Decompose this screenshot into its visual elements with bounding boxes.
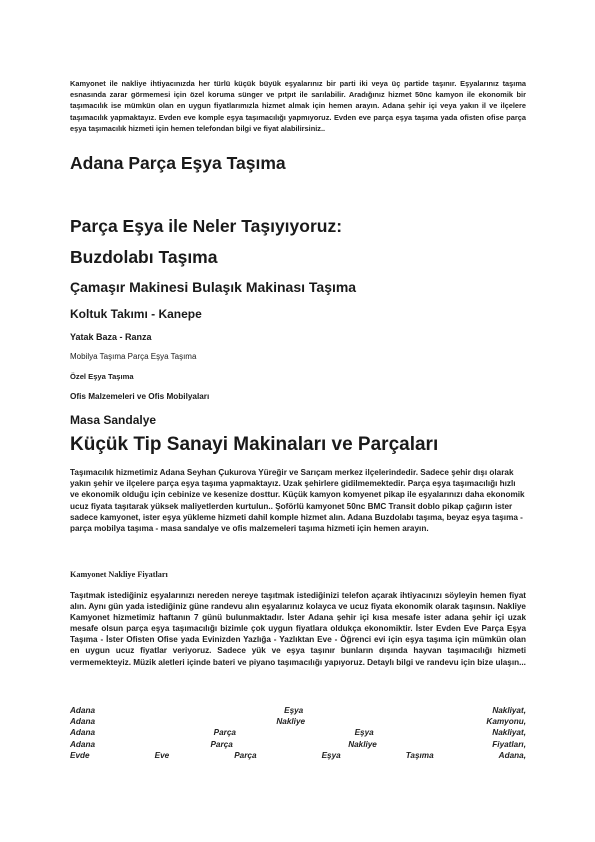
- keyword: Nakliye: [276, 717, 306, 727]
- keyword: Eve: [154, 750, 170, 760]
- intro-paragraph: Kamyonet ile nakliye ihtiyacınızda her türlü küçük büyük eşyalarınız bir parti iki veya üç partide taşınır. Eşyalarınız taşıma esnasında zarar görmemesi için özel koruma sünger ve pıtpıt ile sarılabilir. Aradığınız hizmet 50nc kamyon ile ekonomik bir taşımacılık ise mümkün olan en uygun fiyatlarımızla hizmet almak için hemen arayın. Adana şehir içi veya yakın il ve ilçelere taşımacılık yapmaktayız. Evden eve komple eşya taşımacılığı yapmıyoruz. Evden eve parça eşya taşıma yada ofisten ofise parça eşya taşımacılık hizmeti için hemen telefondan bilgi ve fiyat alabilirsiniz..: [70, 79, 526, 133]
- keyword: Eşya: [321, 750, 341, 760]
- keyword: Parça: [210, 739, 233, 749]
- keyword: Adana: [70, 717, 96, 727]
- keyword: Nakliye: [348, 739, 377, 749]
- machines-heading: Küçük Tip Sanayi Makinaları ve Parçaları: [70, 434, 439, 455]
- keyword: Parça: [213, 728, 236, 738]
- keyword: Nakliyat,: [492, 728, 526, 738]
- service-area-paragraph: Taşımacılık hizmetimiz Adana Seyhan Çukurova Yüreğir ve Sarıçam merkez ilçelerindedir. Sadece şehir dışı olarak yakın şehir ve ilçelere parça eşya taşıma yapmaktayız. Uzak şehirlere gidilmemektedir. Parça eşya taşımacılığı hızlı ve ekonomik olduğu için cebinize ve kesenize dosttur. Küçük kamyon komyenet pikap ile eşyalarınızı daha ekonomik ucuz fiyata taşıtarak yüksek maliyetlerden kurtulun.. Şoförlü kamyonet 50nc BMC Transit doblo pikap çağırın ister sadece kamyonet, ister eşya yükleme hizmeti dahil komple hizmet alın. Adana Buzdolabı taşıma, beyaz eşya taşıma - parça mobilya taşıma - masa sandalye ve ofis malzemeleri taşıma hizmeti için hemen arayın.: [70, 468, 525, 534]
- keyword-row: [70, 739, 526, 750]
- sofa-heading: Koltuk Takımı - Kanepe: [70, 307, 202, 321]
- keyword-row: [70, 750, 526, 761]
- fridge-heading: Buzdolabı Taşıma: [70, 247, 218, 267]
- furniture-heading: Mobilya Taşıma Parça Eşya Taşıma: [70, 352, 197, 361]
- keyword: Taşıma: [405, 750, 434, 760]
- keyword: Fiyatları,: [492, 739, 526, 749]
- office-heading: Ofis Malzemeleri ve Ofis Mobilyaları: [70, 392, 210, 401]
- main-heading: Adana Parça Eşya Taşıma: [70, 153, 286, 173]
- keyword-row: [70, 716, 526, 727]
- keyword: Parça: [234, 750, 257, 760]
- what-we-carry-heading: Parça Eşya ile Neler Taşıyıyoruz:: [70, 216, 343, 236]
- keyword: Eşya: [354, 728, 374, 738]
- keyword: Adana: [70, 739, 96, 749]
- keyword: Nakliyat,: [492, 706, 526, 715]
- prices-heading: Kamyonet Nakliye Fiyatları: [70, 570, 168, 579]
- keyword: Adana: [70, 728, 96, 738]
- keyword: Eşya: [284, 706, 304, 715]
- special-items-heading: Özel Eşya Taşıma: [70, 372, 134, 381]
- washer-heading: Çamaşır Makinesi Bulaşık Makinası Taşıma: [70, 279, 357, 295]
- keyword-row: [70, 727, 526, 738]
- pricing-paragraph: Taşıtmak istediğiniz eşyalarınızı nereden nereye taşıtmak istediğinizi telefon açarak ihtiyacınızı söyleyin hemen fiyat alın. Aynı gün yada istediğiniz güne randevu alın eşyalarınız kolayca ve ucuz fiyata ekonomik olarak taşınsın. Nakliye Kamyonet hizmetimiz haftanın 7 günü bulunmaktadır. İster Adana şehir içi kısa mesafe ister adana şehir içi uzak mesafe olsun parça eşya taşımacılığı bizimle çok uygun fiyatlara oldukça ekonomiktir. İster Evden Eve Parça Eşya Taşıma - İster Ofisten Ofise yada Evinizden Yazlığa - Yazlıktan Eve - Öğrenci evi için eşya taşıma için mümkün olan en uygun ucuz fiyatlar veriyoruz. Sadece yük ve eşya taşınır bunların dışında hayvan taşımacılığı hizmeti vermemekteyiz. Müzik aletleri içinde bateri ve piyano taşımacılığı yapıyoruz. Detaylı bilgi ve randevu için bize ulaşın...: [70, 591, 526, 667]
- table-chair-heading: Masa Sandalye: [70, 413, 157, 427]
- keyword: Adana: [70, 706, 96, 715]
- keyword-row: [70, 705, 526, 716]
- keyword: Adana,: [498, 750, 526, 760]
- document-page: [70, 78, 526, 760]
- keyword-table: [70, 705, 526, 761]
- keyword: Kamyonu,: [486, 717, 526, 727]
- keyword: Evde: [70, 750, 90, 760]
- bed-heading: Yatak Baza - Ranza: [70, 332, 152, 342]
